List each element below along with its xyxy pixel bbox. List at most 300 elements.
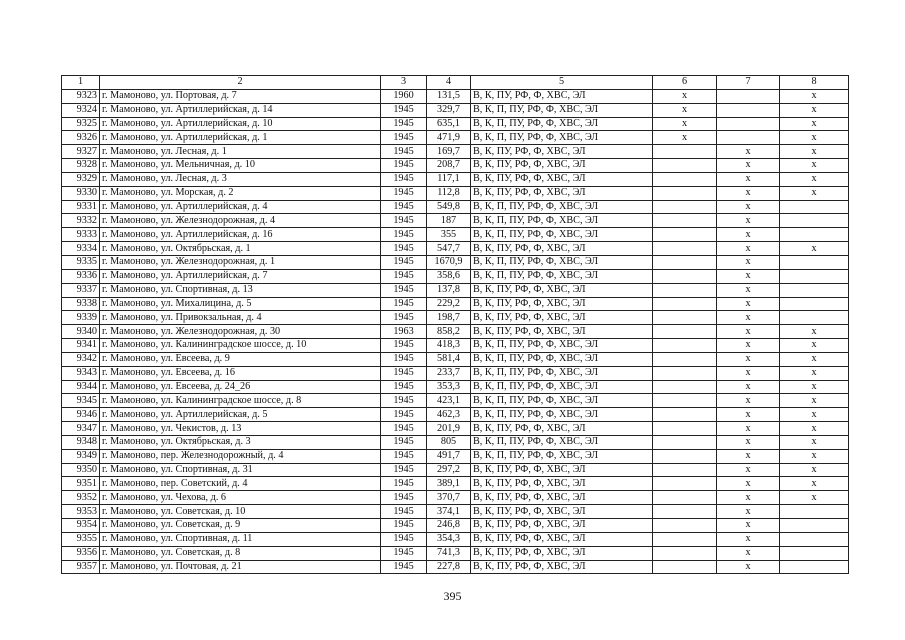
area-cell: 353,3 <box>427 380 471 394</box>
area-cell: 741,3 <box>427 546 471 560</box>
table-row <box>62 449 849 463</box>
area-cell: 131,5 <box>427 89 471 103</box>
mark-col6 <box>653 269 717 283</box>
address-cell: г. Мамоново, ул. Калининградское шоссе, д. 10 <box>100 339 381 353</box>
year-cell: 1945 <box>381 283 427 297</box>
mark-col6 <box>653 352 717 366</box>
row-number: 9356 <box>62 546 100 560</box>
mark-col7: x <box>717 422 780 436</box>
systems-cell: В, К, П, ПУ, РФ, Ф, ХВС, ЭЛ <box>471 200 653 214</box>
mark-col8 <box>780 532 849 546</box>
year-cell: 1945 <box>381 380 427 394</box>
area-cell: 137,8 <box>427 283 471 297</box>
mark-col8: x <box>780 117 849 131</box>
mark-col7: x <box>717 477 780 491</box>
area-cell: 227,8 <box>427 560 471 574</box>
table-row <box>62 89 849 103</box>
address-cell: г. Мамоново, ул. Артиллерийская, д. 1 <box>100 131 381 145</box>
mark-col8: x <box>780 491 849 505</box>
row-number: 9346 <box>62 408 100 422</box>
systems-cell: В, К, ПУ, РФ, Ф, ХВС, ЭЛ <box>471 546 653 560</box>
systems-cell: В, К, П, ПУ, РФ, Ф, ХВС, ЭЛ <box>471 214 653 228</box>
row-number: 9347 <box>62 422 100 436</box>
mark-col8 <box>780 311 849 325</box>
mark-col6 <box>653 505 717 519</box>
table-row <box>62 145 849 159</box>
row-number: 9323 <box>62 89 100 103</box>
address-cell: г. Мамоново, ул. Советская, д. 9 <box>100 519 381 533</box>
address-cell: г. Мамоново, ул. Мельничная, д. 10 <box>100 159 381 173</box>
systems-cell: В, К, ПУ, РФ, Ф, ХВС, ЭЛ <box>471 242 653 256</box>
year-cell: 1945 <box>381 352 427 366</box>
table-row <box>62 172 849 186</box>
area-cell: 246,8 <box>427 519 471 533</box>
table-row <box>62 491 849 505</box>
mark-col8 <box>780 255 849 269</box>
mark-col8 <box>780 519 849 533</box>
table-row <box>62 311 849 325</box>
address-cell: г. Мамоново, ул. Октябрьская, д. 3 <box>100 435 381 449</box>
address-cell: г. Мамоново, ул. Артиллерийская, д. 14 <box>100 103 381 117</box>
mark-col6 <box>653 242 717 256</box>
year-cell: 1945 <box>381 491 427 505</box>
table-row <box>62 477 849 491</box>
address-cell: г. Мамоново, ул. Спортивная, д. 11 <box>100 532 381 546</box>
address-cell: г. Мамоново, ул. Советская, д. 8 <box>100 546 381 560</box>
year-cell: 1945 <box>381 532 427 546</box>
year-cell: 1945 <box>381 117 427 131</box>
area-cell: 297,2 <box>427 463 471 477</box>
row-number: 9333 <box>62 228 100 242</box>
table-row <box>62 463 849 477</box>
table-row <box>62 159 849 173</box>
row-number: 9335 <box>62 255 100 269</box>
year-cell: 1945 <box>381 519 427 533</box>
row-number: 9327 <box>62 145 100 159</box>
area-cell: 198,7 <box>427 311 471 325</box>
row-number: 9337 <box>62 283 100 297</box>
mark-col6 <box>653 228 717 242</box>
systems-cell: В, К, П, ПУ, РФ, Ф, ХВС, ЭЛ <box>471 366 653 380</box>
mark-col7: x <box>717 186 780 200</box>
mark-col8: x <box>780 463 849 477</box>
systems-cell: В, К, П, ПУ, РФ, Ф, ХВС, ЭЛ <box>471 435 653 449</box>
address-cell: г. Мамоново, ул. Железнодорожная, д. 1 <box>100 255 381 269</box>
mark-col6 <box>653 200 717 214</box>
year-cell: 1945 <box>381 172 427 186</box>
row-number: 9352 <box>62 491 100 505</box>
address-cell: г. Мамоново, ул. Почтовая, д. 21 <box>100 560 381 574</box>
year-cell: 1945 <box>381 408 427 422</box>
row-number: 9324 <box>62 103 100 117</box>
address-cell: г. Мамоново, ул. Артиллерийская, д. 4 <box>100 200 381 214</box>
table-row <box>62 394 849 408</box>
systems-cell: В, К, ПУ, РФ, Ф, ХВС, ЭЛ <box>471 505 653 519</box>
col-header: 2 <box>100 76 381 90</box>
table-row <box>62 242 849 256</box>
systems-cell: В, К, П, ПУ, РФ, Ф, ХВС, ЭЛ <box>471 269 653 283</box>
mark-col7: x <box>717 394 780 408</box>
area-cell: 329,7 <box>427 103 471 117</box>
mark-col6 <box>653 477 717 491</box>
year-cell: 1945 <box>381 339 427 353</box>
mark-col8: x <box>780 449 849 463</box>
table-row <box>62 532 849 546</box>
table-row <box>62 519 849 533</box>
mark-col7: x <box>717 366 780 380</box>
area-cell: 374,1 <box>427 505 471 519</box>
mark-col8: x <box>780 339 849 353</box>
table-row <box>62 297 849 311</box>
year-cell: 1945 <box>381 560 427 574</box>
systems-cell: В, К, П, ПУ, РФ, Ф, ХВС, ЭЛ <box>471 380 653 394</box>
mark-col8: x <box>780 159 849 173</box>
mark-col8 <box>780 560 849 574</box>
row-number: 9353 <box>62 505 100 519</box>
address-cell: г. Мамоново, пер. Железнодорожный, д. 4 <box>100 449 381 463</box>
table-row <box>62 186 849 200</box>
mark-col7 <box>717 117 780 131</box>
mark-col6 <box>653 519 717 533</box>
mark-col7: x <box>717 255 780 269</box>
address-cell: г. Мамоново, ул. Артиллерийская, д. 16 <box>100 228 381 242</box>
mark-col6 <box>653 463 717 477</box>
table-row <box>62 380 849 394</box>
row-number: 9349 <box>62 449 100 463</box>
mark-col8: x <box>780 242 849 256</box>
year-cell: 1945 <box>381 186 427 200</box>
mark-col7: x <box>717 339 780 353</box>
systems-cell: В, К, ПУ, РФ, Ф, ХВС, ЭЛ <box>471 145 653 159</box>
mark-col8: x <box>780 172 849 186</box>
mark-col8: x <box>780 394 849 408</box>
systems-cell: В, К, П, ПУ, РФ, Ф, ХВС, ЭЛ <box>471 394 653 408</box>
mark-col6 <box>653 339 717 353</box>
row-number: 9355 <box>62 532 100 546</box>
year-cell: 1945 <box>381 200 427 214</box>
year-cell: 1945 <box>381 477 427 491</box>
address-cell: г. Мамоново, ул. Евсеева, д. 9 <box>100 352 381 366</box>
mark-col7: x <box>717 505 780 519</box>
area-cell: 581,4 <box>427 352 471 366</box>
systems-cell: В, К, П, ПУ, РФ, Ф, ХВС, ЭЛ <box>471 103 653 117</box>
row-number: 9354 <box>62 519 100 533</box>
mark-col7: x <box>717 532 780 546</box>
address-cell: г. Мамоново, ул. Советская, д. 10 <box>100 505 381 519</box>
address-cell: г. Мамоново, ул. Евсеева, д. 24_26 <box>100 380 381 394</box>
systems-cell: В, К, ПУ, РФ, Ф, ХВС, ЭЛ <box>471 159 653 173</box>
systems-cell: В, К, П, ПУ, РФ, Ф, ХВС, ЭЛ <box>471 117 653 131</box>
mark-col8: x <box>780 131 849 145</box>
systems-cell: В, К, ПУ, РФ, Ф, ХВС, ЭЛ <box>471 560 653 574</box>
address-cell: г. Мамоново, ул. Лесная, д. 1 <box>100 145 381 159</box>
table-row <box>62 214 849 228</box>
mark-col8: x <box>780 145 849 159</box>
mark-col7: x <box>717 297 780 311</box>
year-cell: 1945 <box>381 228 427 242</box>
address-cell: г. Мамоново, ул. Портовая, д. 7 <box>100 89 381 103</box>
area-cell: 423,1 <box>427 394 471 408</box>
mark-col6 <box>653 325 717 339</box>
row-number: 9339 <box>62 311 100 325</box>
table-row <box>62 200 849 214</box>
area-cell: 187 <box>427 214 471 228</box>
year-cell: 1945 <box>381 131 427 145</box>
col-header: 3 <box>381 76 427 90</box>
address-cell: г. Мамоново, ул. Михалицина, д. 5 <box>100 297 381 311</box>
year-cell: 1945 <box>381 103 427 117</box>
mark-col8 <box>780 269 849 283</box>
year-cell: 1963 <box>381 325 427 339</box>
mark-col8: x <box>780 103 849 117</box>
mark-col6 <box>653 560 717 574</box>
mark-col7: x <box>717 283 780 297</box>
mark-col8: x <box>780 366 849 380</box>
area-cell: 370,7 <box>427 491 471 505</box>
mark-col6 <box>653 449 717 463</box>
area-cell: 547,7 <box>427 242 471 256</box>
mark-col6 <box>653 145 717 159</box>
address-cell: г. Мамоново, ул. Привокзальная, д. 4 <box>100 311 381 325</box>
area-cell: 462,3 <box>427 408 471 422</box>
mark-col7: x <box>717 214 780 228</box>
mark-col7: x <box>717 145 780 159</box>
mark-col8 <box>780 200 849 214</box>
address-cell: г. Мамоново, ул. Чекистов, д. 13 <box>100 422 381 436</box>
mark-col6 <box>653 491 717 505</box>
mark-col6: x <box>653 117 717 131</box>
area-cell: 805 <box>427 435 471 449</box>
address-cell: г. Мамоново, ул. Чехова, д. 6 <box>100 491 381 505</box>
systems-cell: В, К, ПУ, РФ, Ф, ХВС, ЭЛ <box>471 311 653 325</box>
row-number: 9330 <box>62 186 100 200</box>
address-cell: г. Мамоново, ул. Железнодорожная, д. 30 <box>100 325 381 339</box>
mark-col6 <box>653 214 717 228</box>
year-cell: 1945 <box>381 145 427 159</box>
mark-col7: x <box>717 449 780 463</box>
systems-cell: В, К, П, ПУ, РФ, Ф, ХВС, ЭЛ <box>471 255 653 269</box>
systems-cell: В, К, ПУ, РФ, Ф, ХВС, ЭЛ <box>471 325 653 339</box>
table-row <box>62 435 849 449</box>
year-cell: 1945 <box>381 297 427 311</box>
mark-col7: x <box>717 435 780 449</box>
mark-col6 <box>653 394 717 408</box>
systems-cell: В, К, ПУ, РФ, Ф, ХВС, ЭЛ <box>471 172 653 186</box>
table-row <box>62 408 849 422</box>
mark-col7 <box>717 103 780 117</box>
address-cell: г. Мамоново, ул. Спортивная, д. 13 <box>100 283 381 297</box>
area-cell: 229,2 <box>427 297 471 311</box>
address-cell: г. Мамоново, ул. Артиллерийская, д. 10 <box>100 117 381 131</box>
systems-cell: В, К, ПУ, РФ, Ф, ХВС, ЭЛ <box>471 283 653 297</box>
area-cell: 233,7 <box>427 366 471 380</box>
area-cell: 491,7 <box>427 449 471 463</box>
mark-col7: x <box>717 519 780 533</box>
area-cell: 354,3 <box>427 532 471 546</box>
mark-col8: x <box>780 89 849 103</box>
mark-col8: x <box>780 380 849 394</box>
table-row <box>62 228 849 242</box>
systems-cell: В, К, ПУ, РФ, Ф, ХВС, ЭЛ <box>471 491 653 505</box>
area-cell: 358,6 <box>427 269 471 283</box>
row-number: 9345 <box>62 394 100 408</box>
address-cell: г. Мамоново, ул. Калининградское шоссе, д. 8 <box>100 394 381 408</box>
systems-cell: В, К, П, ПУ, РФ, Ф, ХВС, ЭЛ <box>471 339 653 353</box>
mark-col8: x <box>780 408 849 422</box>
address-cell: г. Мамоново, ул. Лесная, д. 3 <box>100 172 381 186</box>
area-cell: 635,1 <box>427 117 471 131</box>
systems-cell: В, К, ПУ, РФ, Ф, ХВС, ЭЛ <box>471 297 653 311</box>
table-body <box>62 89 849 574</box>
mark-col6: x <box>653 131 717 145</box>
table-row <box>62 117 849 131</box>
mark-col7: x <box>717 159 780 173</box>
year-cell: 1945 <box>381 214 427 228</box>
table-row <box>62 339 849 353</box>
year-cell: 1945 <box>381 435 427 449</box>
table-row <box>62 255 849 269</box>
row-number: 9350 <box>62 463 100 477</box>
year-cell: 1945 <box>381 269 427 283</box>
mark-col8: x <box>780 477 849 491</box>
systems-cell: В, К, П, ПУ, РФ, Ф, ХВС, ЭЛ <box>471 408 653 422</box>
year-cell: 1945 <box>381 449 427 463</box>
mark-col7: x <box>717 463 780 477</box>
mark-col6 <box>653 186 717 200</box>
systems-cell: В, К, ПУ, РФ, Ф, ХВС, ЭЛ <box>471 186 653 200</box>
mark-col8: x <box>780 325 849 339</box>
page-number: 395 <box>443 589 462 603</box>
year-cell: 1945 <box>381 394 427 408</box>
systems-cell: В, К, П, ПУ, РФ, Ф, ХВС, ЭЛ <box>471 131 653 145</box>
address-cell: г. Мамоново, ул. Железнодорожная, д. 4 <box>100 214 381 228</box>
table-row <box>62 352 849 366</box>
table-row <box>62 103 849 117</box>
row-number: 9331 <box>62 200 100 214</box>
table-row <box>62 131 849 145</box>
header-row <box>62 76 849 90</box>
area-cell: 858,2 <box>427 325 471 339</box>
area-cell: 355 <box>427 228 471 242</box>
year-cell: 1945 <box>381 255 427 269</box>
area-cell: 201,9 <box>427 422 471 436</box>
mark-col8: x <box>780 435 849 449</box>
mark-col7: x <box>717 546 780 560</box>
address-cell: г. Мамоново, ул. Евсеева, д. 16 <box>100 366 381 380</box>
mark-col6 <box>653 297 717 311</box>
year-cell: 1945 <box>381 505 427 519</box>
mark-col7: x <box>717 269 780 283</box>
row-number: 9325 <box>62 117 100 131</box>
mark-col6 <box>653 311 717 325</box>
col-header: 8 <box>780 76 849 90</box>
mark-col6: x <box>653 89 717 103</box>
area-cell: 471,9 <box>427 131 471 145</box>
mark-col6 <box>653 532 717 546</box>
mark-col8 <box>780 214 849 228</box>
row-number: 9328 <box>62 159 100 173</box>
year-cell: 1945 <box>381 311 427 325</box>
systems-cell: В, К, ПУ, РФ, Ф, ХВС, ЭЛ <box>471 89 653 103</box>
row-number: 9329 <box>62 172 100 186</box>
row-number: 9340 <box>62 325 100 339</box>
mark-col8 <box>780 283 849 297</box>
mark-col6: x <box>653 103 717 117</box>
table-row <box>62 422 849 436</box>
mark-col7: x <box>717 228 780 242</box>
mark-col7: x <box>717 352 780 366</box>
area-cell: 389,1 <box>427 477 471 491</box>
table-row <box>62 325 849 339</box>
mark-col6 <box>653 172 717 186</box>
table-row <box>62 366 849 380</box>
year-cell: 1945 <box>381 422 427 436</box>
mark-col7 <box>717 89 780 103</box>
mark-col7: x <box>717 380 780 394</box>
row-number: 9326 <box>62 131 100 145</box>
col-header: 5 <box>471 76 653 90</box>
mark-col6 <box>653 366 717 380</box>
row-number: 9332 <box>62 214 100 228</box>
year-cell: 1945 <box>381 242 427 256</box>
register-table <box>61 75 849 574</box>
mark-col6 <box>653 408 717 422</box>
mark-col7: x <box>717 560 780 574</box>
col-header: 6 <box>653 76 717 90</box>
mark-col8: x <box>780 186 849 200</box>
table-row <box>62 269 849 283</box>
systems-cell: В, К, ПУ, РФ, Ф, ХВС, ЭЛ <box>471 463 653 477</box>
year-cell: 1945 <box>381 463 427 477</box>
table-row <box>62 283 849 297</box>
systems-cell: В, К, П, ПУ, РФ, Ф, ХВС, ЭЛ <box>471 228 653 242</box>
mark-col7: x <box>717 172 780 186</box>
year-cell: 1945 <box>381 159 427 173</box>
mark-col6 <box>653 159 717 173</box>
address-cell: г. Мамоново, ул. Морская, д. 2 <box>100 186 381 200</box>
area-cell: 1670,9 <box>427 255 471 269</box>
row-number: 9344 <box>62 380 100 394</box>
systems-cell: В, К, ПУ, РФ, Ф, ХВС, ЭЛ <box>471 422 653 436</box>
year-cell: 1945 <box>381 366 427 380</box>
year-cell: 1960 <box>381 89 427 103</box>
mark-col8: x <box>780 352 849 366</box>
systems-cell: В, К, ПУ, РФ, Ф, ХВС, ЭЛ <box>471 477 653 491</box>
address-cell: г. Мамоново, ул. Спортивная, д. 31 <box>100 463 381 477</box>
area-cell: 549,8 <box>427 200 471 214</box>
mark-col8 <box>780 546 849 560</box>
mark-col7 <box>717 131 780 145</box>
mark-col6 <box>653 546 717 560</box>
mark-col7: x <box>717 200 780 214</box>
row-number: 9343 <box>62 366 100 380</box>
table-row <box>62 505 849 519</box>
mark-col7: x <box>717 242 780 256</box>
systems-cell: В, К, ПУ, РФ, Ф, ХВС, ЭЛ <box>471 532 653 546</box>
mark-col7: x <box>717 491 780 505</box>
row-number: 9336 <box>62 269 100 283</box>
table-row <box>62 560 849 574</box>
row-number: 9357 <box>62 560 100 574</box>
mark-col8 <box>780 228 849 242</box>
address-cell: г. Мамоново, пер. Советский, д. 4 <box>100 477 381 491</box>
row-number: 9338 <box>62 297 100 311</box>
table-row <box>62 546 849 560</box>
mark-col8 <box>780 505 849 519</box>
mark-col6 <box>653 283 717 297</box>
area-cell: 208,7 <box>427 159 471 173</box>
row-number: 9342 <box>62 352 100 366</box>
